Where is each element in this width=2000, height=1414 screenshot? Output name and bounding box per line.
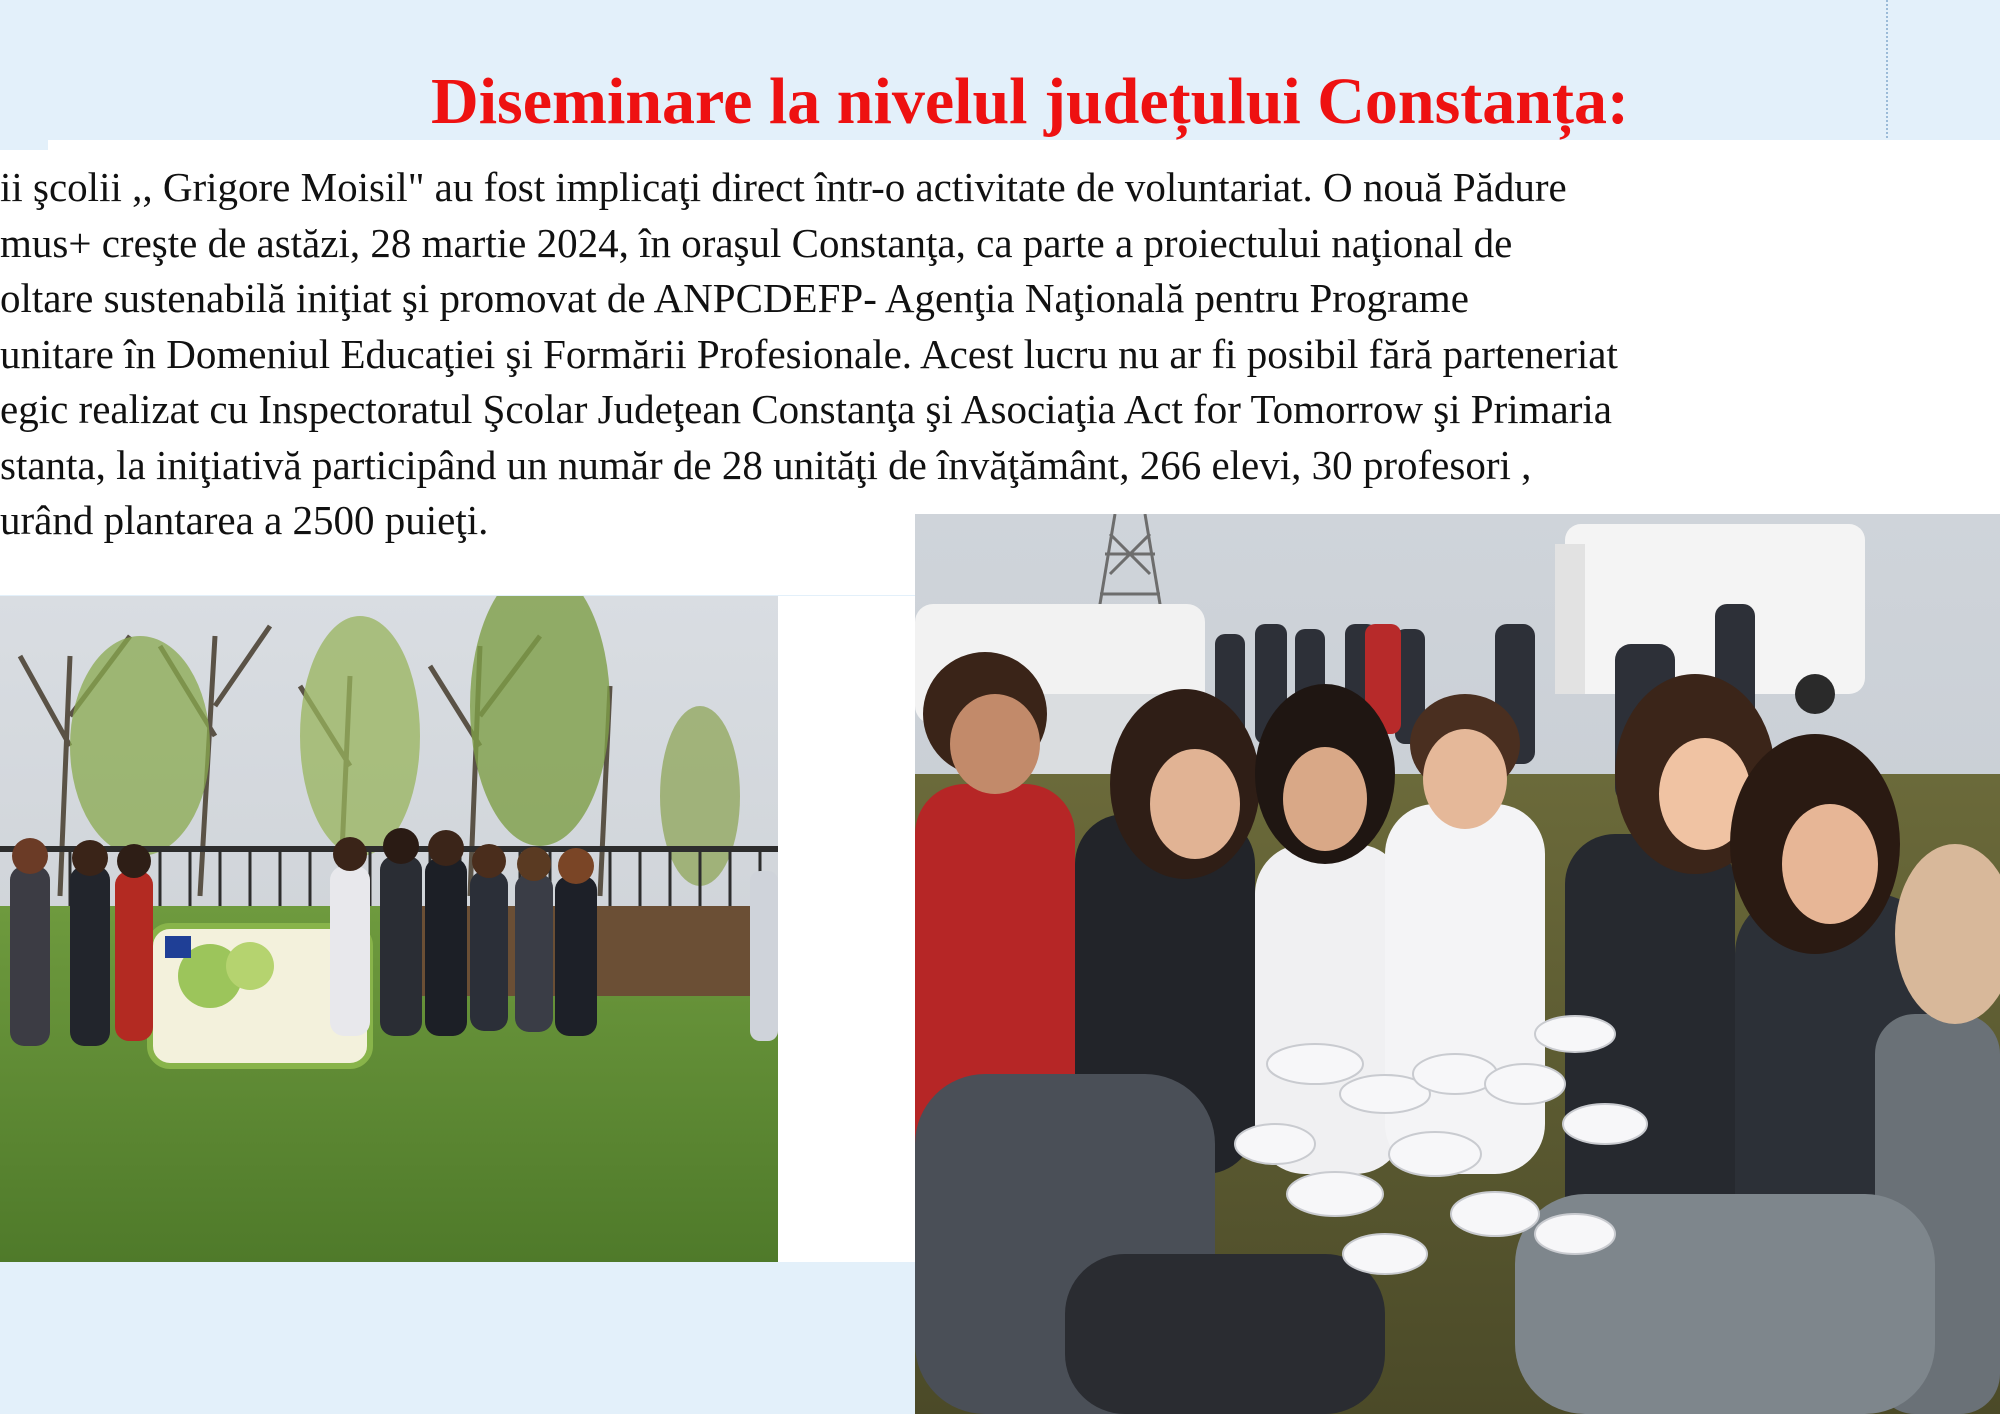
paragraph-line-4: unitare în Domeniul Educaţiei şi Formării Profesionale. Acest lucru nu ar fi posibil fără parteneriat: [0, 330, 1618, 377]
paragraph-line-2: mus+ creşte de astăzi, 28 martie 2024, în oraşul Constanţa, ca parte a proiectului naţional de: [0, 219, 1513, 266]
paragraph-line-6: stanta, la iniţiativă participând un număr de 28 unităţi de învăţământ, 266 elevi, 30 profesori ,: [0, 441, 1532, 488]
paragraph-line-3: oltare sustenabilă iniţiat şi promovat de ANPCDEFP- Agenţia Naţională pentru Programe: [0, 275, 1469, 321]
paragraph-line-7: urând plantarea a 2500 puieţi.: [0, 497, 489, 543]
photo-group-park: [0, 596, 778, 1262]
paragraph-line-5: egic realizat cu Inspectoratul Şcolar Judeţean Constanţa şi Asociaţia Act for Tomorrow şi Primaria: [0, 386, 1612, 432]
paragraph-line-1: ii şcolii ,, Grigore Moisil" au fost implicaţi direct într-o activitate de voluntariat. O nouă Pădure: [0, 164, 1567, 210]
body-paragraph: [0, 160, 2000, 550]
slide-title: Diseminare la nivelul județului Constanța:: [431, 65, 1629, 138]
photo-students-hands-circle: [915, 514, 2000, 1414]
photo-gap-panel: [778, 596, 915, 1262]
